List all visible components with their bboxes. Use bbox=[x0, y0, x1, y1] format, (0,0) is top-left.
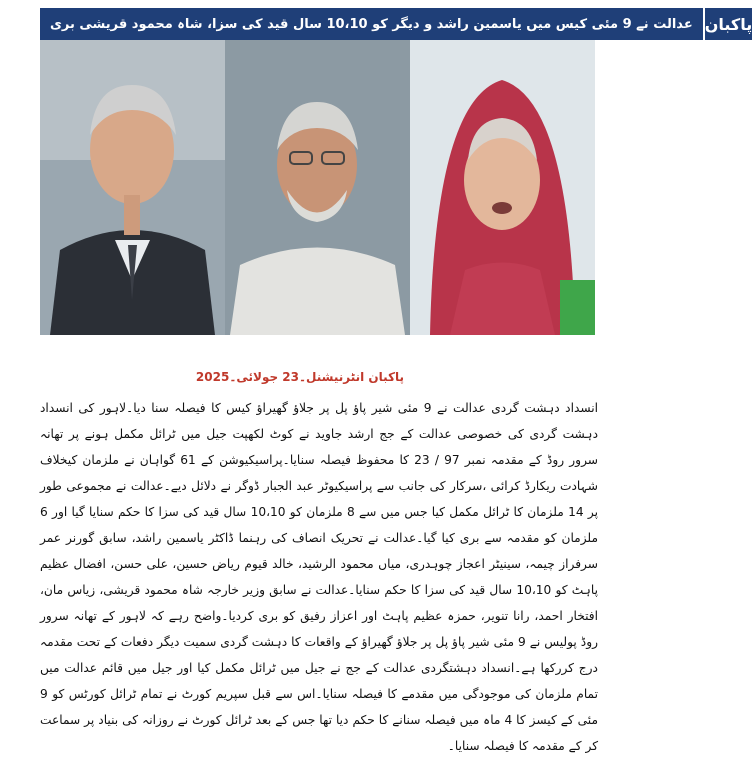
left-portrait bbox=[40, 40, 225, 335]
center-portrait bbox=[225, 40, 410, 335]
headline: عدالت نے 9 مئی کیس میں یاسمین راشد و دیگر کو 10،10 سال قید کی سزا، شاہ محمود قریشی بری bbox=[40, 8, 703, 40]
article-body bbox=[40, 395, 598, 759]
photo-collage bbox=[40, 40, 595, 335]
header-bar bbox=[40, 8, 752, 40]
right-portrait bbox=[410, 40, 595, 335]
article-paragraph: انسداد دہشت گردی عدالت نے 9 مئی شیر پاؤ پل پر جلاؤ گھیراؤ کیس کا فیصلہ سنا دیا۔لاہور کی انسداد دہشت گردی کی خصوصی عدالت کے جج ارشد جاوید نے کوٹ لکھپت جیل میں ٹرائل مکمل ہونے پر تھانہ سرور روڈ کے مقدمہ نمبر 97 / 23 کا محفوظ فیصلہ سنایا۔پراسیکیوشن کے 61 گواہان نے ملزمان کیخلاف شہادت ریکارڈ کرائی ،سرکار کی جانب سے پراسیکیوٹر عبد الجبار ڈوگر نے دلائل دیے۔عدالت نے مجموعی طور پر 14 ملزمان کا ٹرائل مکمل کیا جس میں سے 8 ملزمان کو 10،10 سال قید کی سزا کا حکم سنایا گیا اور 6 ملزمان کو مقدمہ سے بری کیا گیا۔عدالت نے تحریک انصاف کی رہنما ڈاکٹر یاسمین راشد، سابق گورنر عمر سرفراز چیمہ، سینیٹر اعجاز چوہدری، میاں محمود الرشید، خالد قیوم ریاض حسین، علی حسن، افضال عظیم پاہٹ کو 10،10 سال قید کی سزا کا حکم سنایا۔عدالت نے سابق وزیر خارجہ شاہ محمود قریشی، زیاس مان، افتخار احمد، رانا تنویر، حمزہ عظیم پاہٹ اور اعزاز رفیق کو بری کردیا۔واضح رہے کہ لاہور کے تھانہ سرور روڈ پولیس نے 9 مئی شیر پاؤ پل پر جلاؤ گھیراؤ کے واقعات کا دہشت گردی سمیت دیگر دفعات کے تحت مقدمہ درج کررکھا ہے۔انسداد دہشتگردی عدالت کے جج نے جیل میں ٹرائل مکمل کیا اور جیل میں قائم عدالت میں تمام ملزمان کی موجودگی میں مقدمے کا فیصلہ سنایا۔اس سے قبل سپریم کورٹ نے تمام ٹرائل کورٹس کو 9 مئی کے کیسز کا 4 ماہ میں فیصلہ سنانے کا حکم دیا تھا جس کے بعد ٹرائل کورٹ نے روزانہ کی بنیاد پر سماعت کر کے مقدمہ کا فیصلہ سنایا۔ bbox=[40, 401, 599, 753]
brand-logo: پاکبان bbox=[703, 8, 752, 40]
dateline: پاکبان انٹرنیشنل۔23 جولائی۔2025 bbox=[195, 370, 405, 384]
